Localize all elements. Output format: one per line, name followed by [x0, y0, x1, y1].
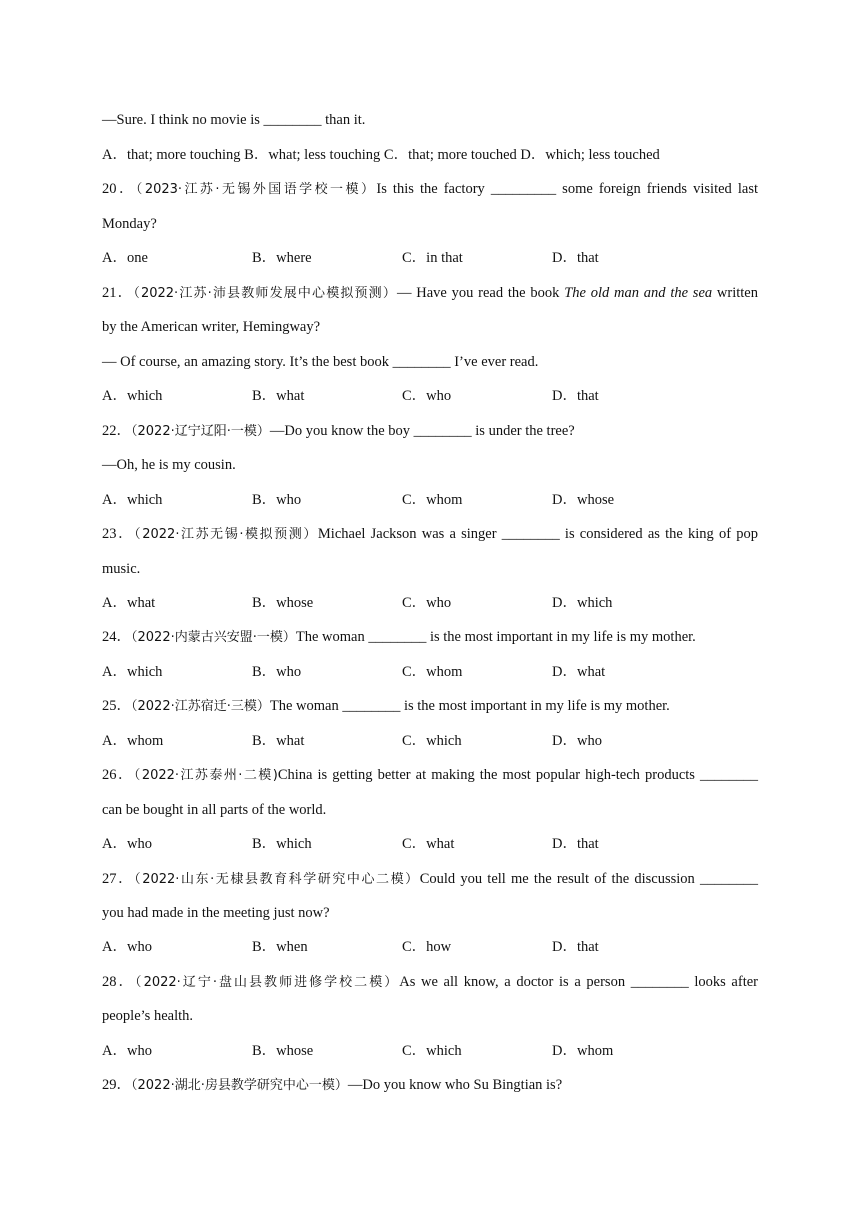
q27-option-b: B．when [252, 939, 308, 955]
q21-option-b: B．what [252, 388, 305, 404]
q22-option-a: A．which [102, 492, 163, 508]
q25-option-a: A．whom [102, 733, 164, 749]
q27-option-a: A．who [102, 939, 152, 955]
q24-stem: 24．（2022·内蒙古兴安盟·一模）The woman ________ is the most important in my life is my mother. [102, 629, 696, 645]
q21-stem: 21．（2022·江苏·沛县教师发展中心模拟预测）— Have you read the book The old man and the sea written [102, 285, 758, 301]
q22-option-d: D．whose [552, 492, 615, 508]
q26-stem-cont: can be bought in all parts of the world. [102, 802, 327, 818]
q26-stem: 26．（2022·江苏泰州·二模)China is getting better at making the most popular high-tech products ________ [102, 767, 759, 783]
q20-option-a: A．one [102, 250, 148, 266]
q27-stem-cont: you had made in the meeting just now? [102, 905, 330, 921]
q28-option-b: B．whose [252, 1043, 314, 1059]
q21-option-c: C．who [402, 388, 452, 404]
q27-option-d: D．that [552, 939, 599, 955]
q21-option-a: A．which [102, 388, 163, 404]
q28-stem: 28．（2022·辽宁·盘山县教师进修学校二模）As we all know, a doctor is a person ________ looks after [102, 974, 758, 990]
q20-option-d: D．that [552, 250, 599, 266]
q27-option-c: C．how [402, 939, 452, 955]
q26-option-b: B．which [252, 836, 312, 852]
q21-stem-cont: by the American writer, Hemingway? [102, 319, 321, 335]
q23-option-c: C．who [402, 595, 452, 611]
q28-option-c: C．which [402, 1043, 462, 1059]
q19-options: A．that; more touching B．what; less touching C．that; more touched D．which; less touched [102, 147, 660, 163]
q21-answer-line: — Of course, an amazing story. It’s the best book ________ I’ve ever read. [102, 354, 539, 370]
q26-option-c: C．what [402, 836, 455, 852]
q24-option-d: D．what [552, 664, 606, 680]
q22-option-b: B．who [252, 492, 302, 508]
q23-option-a: A．what [102, 595, 156, 611]
q21-option-d: D．that [552, 388, 599, 404]
q28-stem-cont: people’s health. [102, 1008, 194, 1024]
q27-stem: 27．（2022·山东·无棣县教育科学研究中心二模）Could you tell me the result of the discussion ________ [102, 871, 758, 887]
q20-stem: 20．（2023·江苏·无锡外国语学校一模）Is this the factory _________ some foreign friends visited last [102, 181, 758, 197]
q25-option-c: C．which [402, 733, 462, 749]
answer-line: —Sure. I think no movie is ________ than it. [102, 112, 366, 128]
q24-option-b: B．who [252, 664, 302, 680]
q24-option-c: C．whom [402, 664, 463, 680]
q22-option-c: C．whom [402, 492, 463, 508]
q25-option-b: B．what [252, 733, 305, 749]
q25-stem: 25．（2022·江苏宿迁·三模）The woman ________ is the most important in my life is my mother. [102, 698, 670, 714]
q23-option-d: D．which [552, 595, 613, 611]
q22-answer-line: —Oh, he is my cousin. [102, 457, 236, 473]
q23-stem: 23．（2022·江苏无锡·模拟预测）Michael Jackson was a singer ________ is considered as the king of pop [102, 526, 759, 542]
q26-option-d: D．that [552, 836, 599, 852]
q29-stem: 29．（2022·湖北·房县教学研究中心一模）—Do you know who Su Bingtian is? [102, 1077, 563, 1093]
q25-option-d: D．who [552, 733, 602, 749]
q20-stem-cont: Monday? [102, 216, 157, 232]
book-title: The old man and the sea [564, 285, 713, 301]
q24-option-a: A．which [102, 664, 163, 680]
q23-stem-cont: music. [102, 561, 141, 577]
q20-option-b: B．where [252, 250, 312, 266]
q23-option-b: B．whose [252, 595, 314, 611]
q28-option-a: A．who [102, 1043, 152, 1059]
q28-option-d: D．whom [552, 1043, 614, 1059]
q20-option-c: C．in that [402, 250, 463, 266]
q26-option-a: A．who [102, 836, 152, 852]
q22-stem: 22．（2022·辽宁辽阳·一模）—Do you know the boy ________ is under the tree? [102, 423, 575, 439]
